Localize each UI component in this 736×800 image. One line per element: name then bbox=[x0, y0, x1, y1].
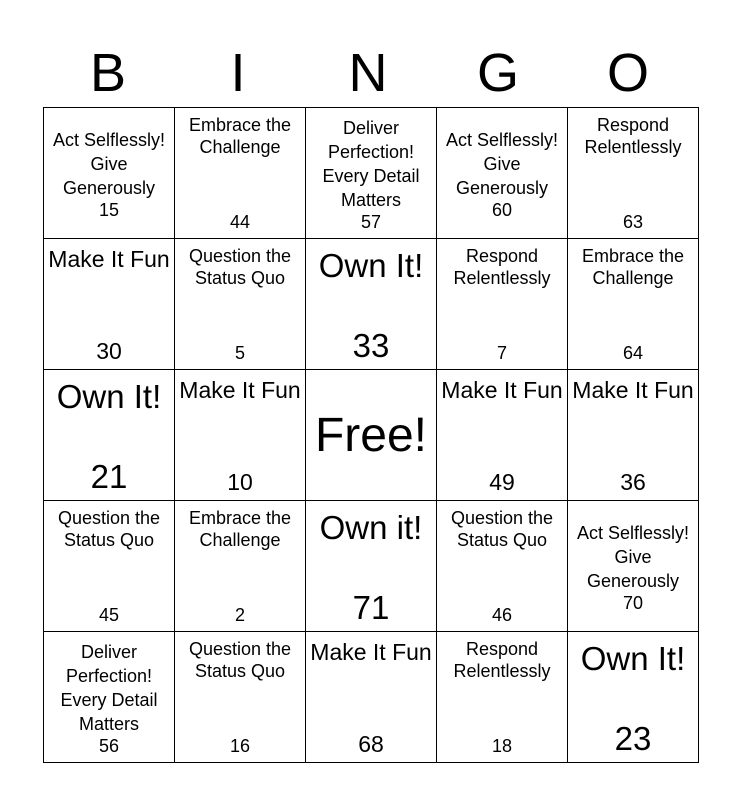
square-number: 30 bbox=[96, 337, 122, 364]
square-number: 60 bbox=[491, 199, 513, 220]
square-phrase: Act Selflessly! Give Generously bbox=[52, 129, 166, 199]
square-content bbox=[44, 502, 174, 630]
square-content bbox=[175, 109, 305, 237]
square-content bbox=[44, 633, 174, 761]
bingo-square[interactable] bbox=[306, 108, 437, 239]
bingo-square[interactable] bbox=[568, 501, 699, 632]
board-row bbox=[44, 239, 699, 370]
square-content bbox=[44, 109, 174, 237]
square-phrase: Make It Fun bbox=[179, 377, 301, 403]
square-number: 36 bbox=[620, 468, 646, 495]
board-row bbox=[44, 632, 699, 763]
square-phrase: Deliver Perfection! Every Detail Matters bbox=[60, 641, 158, 735]
square-content bbox=[437, 633, 567, 761]
bingo-square-free[interactable] bbox=[306, 370, 437, 501]
square-number: 63 bbox=[622, 212, 644, 233]
bingo-square[interactable] bbox=[44, 239, 175, 370]
square-number: 44 bbox=[229, 212, 251, 233]
bingo-square[interactable] bbox=[44, 108, 175, 239]
square-number: 49 bbox=[489, 468, 515, 495]
square-content bbox=[306, 371, 436, 499]
bingo-square[interactable] bbox=[175, 501, 306, 632]
square-number: 15 bbox=[98, 199, 120, 220]
square-phrase: Question the Status Quo bbox=[57, 508, 161, 550]
square-content bbox=[437, 502, 567, 630]
square-number: 21 bbox=[90, 457, 128, 495]
bingo-square[interactable] bbox=[175, 108, 306, 239]
square-content bbox=[175, 371, 305, 499]
square-number: 56 bbox=[98, 735, 120, 756]
bingo-square[interactable] bbox=[437, 108, 568, 239]
square-number: 46 bbox=[491, 605, 513, 626]
board-row bbox=[44, 501, 699, 632]
square-phrase: Embrace the Challenge bbox=[188, 115, 292, 157]
square-phrase: Respond Relentlessly bbox=[453, 246, 551, 288]
bingo-square[interactable] bbox=[175, 632, 306, 763]
bingo-square[interactable] bbox=[437, 239, 568, 370]
header-letter-o: O bbox=[606, 43, 649, 103]
board-row bbox=[44, 370, 699, 501]
square-content bbox=[306, 502, 436, 630]
square-content bbox=[306, 633, 436, 761]
bingo-square[interactable] bbox=[568, 370, 699, 501]
square-number: 10 bbox=[227, 468, 253, 495]
square-content bbox=[44, 240, 174, 368]
bingo-board bbox=[43, 107, 699, 763]
square-phrase: Own It! bbox=[56, 378, 162, 415]
square-number: 68 bbox=[358, 730, 384, 757]
board-row bbox=[44, 108, 699, 239]
bingo-square[interactable] bbox=[306, 239, 437, 370]
bingo-square[interactable] bbox=[44, 632, 175, 763]
square-number: 5 bbox=[234, 343, 245, 364]
bingo-square[interactable] bbox=[306, 501, 437, 632]
bingo-square[interactable] bbox=[306, 632, 437, 763]
square-number: 57 bbox=[360, 211, 382, 232]
square-number: 45 bbox=[98, 605, 120, 626]
square-content bbox=[44, 371, 174, 499]
square-phrase: Embrace the Challenge bbox=[188, 508, 292, 550]
square-number: 70 bbox=[622, 592, 644, 613]
square-number: 71 bbox=[352, 588, 390, 626]
bingo-square[interactable] bbox=[568, 108, 699, 239]
bingo-square[interactable] bbox=[175, 370, 306, 501]
square-phrase: Question the Status Quo bbox=[188, 639, 292, 681]
square-content bbox=[568, 502, 698, 630]
square-number: 2 bbox=[234, 605, 245, 626]
square-number: 33 bbox=[352, 326, 390, 364]
square-phrase: Act Selflessly! Give Generously bbox=[576, 522, 690, 592]
square-phrase: Free! bbox=[314, 409, 428, 463]
square-content bbox=[437, 109, 567, 237]
square-phrase: Make It Fun bbox=[48, 246, 170, 272]
square-phrase: Respond Relentlessly bbox=[453, 639, 551, 681]
square-content bbox=[306, 109, 436, 237]
square-content bbox=[568, 109, 698, 237]
square-phrase: Own it! bbox=[319, 509, 423, 546]
square-content bbox=[175, 240, 305, 368]
square-number: 18 bbox=[491, 736, 513, 757]
square-phrase: Respond Relentlessly bbox=[584, 115, 682, 157]
square-content bbox=[437, 371, 567, 499]
square-content bbox=[568, 240, 698, 368]
square-phrase: Own It! bbox=[580, 640, 686, 677]
square-number: 64 bbox=[622, 343, 644, 364]
square-phrase: Embrace the Challenge bbox=[581, 246, 685, 288]
bingo-square[interactable] bbox=[44, 370, 175, 501]
square-number: 7 bbox=[496, 343, 507, 364]
square-number: 23 bbox=[614, 719, 652, 757]
bingo-square[interactable] bbox=[568, 632, 699, 763]
square-phrase: Make It Fun bbox=[441, 377, 563, 403]
square-content bbox=[568, 371, 698, 499]
square-content bbox=[175, 502, 305, 630]
square-content bbox=[306, 240, 436, 368]
header-letter-b: B bbox=[89, 43, 127, 103]
bingo-square[interactable] bbox=[437, 501, 568, 632]
square-content bbox=[437, 240, 567, 368]
bingo-header bbox=[43, 38, 693, 108]
bingo-square[interactable] bbox=[44, 501, 175, 632]
square-content bbox=[175, 633, 305, 761]
header-letter-n: N bbox=[348, 43, 388, 103]
header-letter-g: G bbox=[476, 43, 519, 103]
square-number: 16 bbox=[229, 736, 251, 757]
square-phrase: Make It Fun bbox=[310, 639, 432, 665]
header-letter-i: I bbox=[230, 43, 246, 103]
square-content bbox=[568, 633, 698, 761]
bingo-square[interactable] bbox=[175, 239, 306, 370]
square-phrase: Make It Fun bbox=[572, 377, 694, 403]
bingo-square[interactable] bbox=[437, 370, 568, 501]
bingo-square[interactable] bbox=[568, 239, 699, 370]
bingo-square[interactable] bbox=[437, 632, 568, 763]
square-phrase: Question the Status Quo bbox=[188, 246, 292, 288]
square-phrase: Deliver Perfection! Every Detail Matters bbox=[322, 117, 420, 211]
square-phrase: Own It! bbox=[318, 247, 424, 284]
bingo-board-body bbox=[44, 108, 699, 763]
square-phrase: Act Selflessly! Give Generously bbox=[445, 129, 559, 199]
square-phrase: Question the Status Quo bbox=[450, 508, 554, 550]
